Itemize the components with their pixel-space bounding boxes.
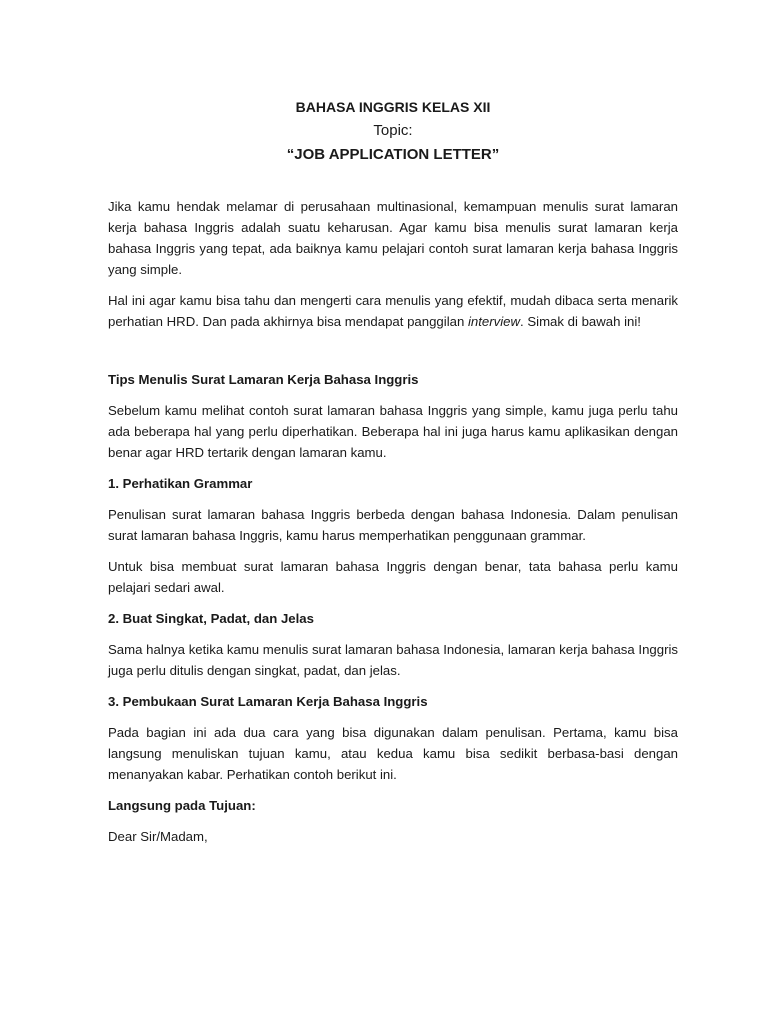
section-1-heading: 1. Perhatikan Grammar [108,476,253,491]
topic-label: Topic: [373,122,413,139]
section-1-paragraph-2: Untuk bisa membuat surat lamaran bahasa Inggris dengan benar, tata bahasa perlu kamu pelajari sedari awal. [108,559,678,595]
section-3-paragraph-1: Pada bagian ini ada dua cara yang bisa digunakan dalam penulisan. Pertama, kamu bisa langsung menuliskan tujuan kamu, atau kedua kamu bisa sedikit berbasa-basi dengan menanyakan kabar. Perhatikan contoh berikut ini. [108,725,678,782]
intro-paragraph-2 [108,290,678,332]
document-title: BAHASA INGGRIS KELAS XII [295,99,491,115]
section-1-paragraph-1: Penulisan surat lamaran bahasa Inggris berbeda dengan bahasa Indonesia. Dalam penulisan surat lamaran bahasa Inggris, kamu harus memperhatikan penggunaan grammar. [108,507,678,543]
section-3-heading: 3. Pembukaan Surat Lamaran Kerja Bahasa Inggris [108,694,428,709]
document-header [108,95,678,167]
example-salutation: Dear Sir/Madam, [108,829,208,844]
document-body [108,196,678,847]
document-subtitle: “JOB APPLICATION LETTER” [286,146,500,163]
section-2-paragraph-1: Sama halnya ketika kamu menulis surat lamaran bahasa Indonesia, lamaran kerja bahasa Inggris juga perlu ditulis dengan singkat, padat, dan jelas. [108,642,678,678]
interview-italic: interview [467,314,521,329]
document-page [108,95,678,857]
intro-paragraph-1: Jika kamu hendak melamar di perusahaan multinasional, kemampuan menulis surat lamaran kerja bahasa Inggris adalah suatu keharusan. Agar kamu bisa menulis surat lamaran kerja bahasa Inggris yang tepat, ada baiknya kamu pelajari contoh surat lamaran kerja bahasa Inggris yang simple. [108,199,678,277]
section-2-heading: 2. Buat Singkat, Padat, dan Jelas [108,611,314,626]
intro-paragraph-2-text: Hal ini agar kamu bisa tahu dan mengerti cara menulis yang efektif, mudah dibaca serta menarik perhatian HRD. Dan pada akhirnya bisa mendapat panggilan [108,293,678,329]
example-heading: Langsung pada Tujuan: [108,798,256,813]
tips-intro-paragraph: Sebelum kamu melihat contoh surat lamaran bahasa Inggris yang simple, kamu juga perlu tahu ada beberapa hal yang perlu diperhatikan. Beberapa hal ini juga harus kamu aplikasikan dengan benar agar HRD tertarik dengan lamaran kamu. [108,403,678,460]
intro-paragraph-2-end: . Simak di bawah ini! [520,314,641,329]
tips-heading: Tips Menulis Surat Lamaran Kerja Bahasa Inggris [108,372,419,387]
